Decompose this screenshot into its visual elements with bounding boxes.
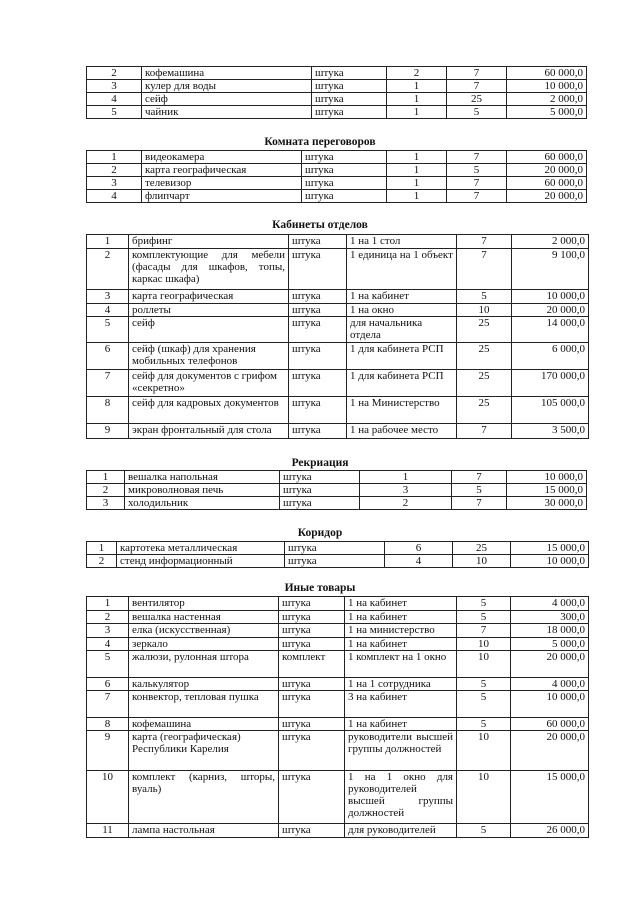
unit: штука [312, 80, 387, 93]
quantity: 1 [387, 106, 447, 119]
quantity: 1 для кабинета РСП [347, 370, 457, 397]
quantity: 1 для кабинета РСП [347, 343, 457, 370]
items-table-meeting-room [86, 150, 587, 203]
row-number: 4 [87, 304, 129, 317]
unit: штука [289, 304, 347, 317]
service-life: 7 [447, 190, 507, 203]
service-life: 25 [457, 397, 512, 424]
item-name: брифинг [129, 235, 289, 249]
service-life: 5 [457, 678, 511, 691]
items-table-department-offices [86, 234, 589, 439]
table-row [87, 164, 587, 177]
section-title-department-offices: Кабинеты отделов [272, 219, 368, 231]
item-name: комплект (карниз, шторы, вуаль) [129, 771, 279, 824]
item-name: вешалка напольная [125, 471, 280, 484]
price: 4 000,0 [511, 678, 589, 691]
service-life: 10 [457, 731, 511, 771]
unit: штука [279, 597, 345, 611]
table-row [87, 542, 589, 555]
unit: штука [279, 731, 345, 771]
table-row [87, 691, 589, 718]
row-number: 8 [87, 397, 129, 424]
quantity: 3 [360, 484, 452, 497]
table-row [87, 304, 589, 317]
item-name: зеркало [129, 638, 279, 651]
items-table-continuation [86, 66, 587, 119]
quantity: 1 на кабинет [345, 597, 457, 611]
row-number: 2 [87, 484, 125, 497]
unit: штука [280, 471, 360, 484]
service-life: 10 [457, 638, 511, 651]
unit: штука [279, 624, 345, 638]
quantity: 1 на рабочее место [347, 424, 457, 439]
quantity: 1 единица на 1 объект [347, 249, 457, 290]
item-name: кофемашина [142, 67, 312, 80]
table-row [87, 638, 589, 651]
quantity: 1 комплект на 1 окно [345, 651, 457, 678]
price: 20 000,0 [507, 164, 587, 177]
section-title-meeting-room: Комната переговоров [264, 136, 376, 148]
unit: штука [279, 611, 345, 624]
item-name: карта (географическая) Республики Карелия [129, 731, 279, 771]
unit: комплект [279, 651, 345, 678]
price: 60 000,0 [507, 67, 587, 80]
unit: штука [279, 771, 345, 824]
unit: штука [280, 497, 360, 510]
items-table-corridor [86, 541, 589, 568]
service-life: 25 [447, 93, 507, 106]
row-number: 3 [87, 290, 129, 304]
quantity: 1 [387, 80, 447, 93]
quantity: 1 [360, 471, 452, 484]
table-row [87, 424, 589, 439]
price: 300,0 [511, 611, 589, 624]
table-row [87, 106, 587, 119]
quantity: 1 [387, 151, 447, 164]
quantity: 1 [387, 93, 447, 106]
unit: штука [289, 397, 347, 424]
unit: штука [285, 542, 385, 555]
price: 20 000,0 [511, 731, 589, 771]
item-name: роллеты [129, 304, 289, 317]
table-row [87, 624, 589, 638]
service-life: 7 [447, 80, 507, 93]
price: 2 000,0 [507, 93, 587, 106]
item-name: комплектующие для мебели (фасады для шкафов, топы, каркас шкафа) [129, 249, 289, 290]
service-life: 5 [447, 164, 507, 177]
table-row [87, 343, 589, 370]
price: 10 000,0 [511, 555, 589, 568]
unit: штука [289, 424, 347, 439]
price: 15 000,0 [507, 484, 587, 497]
table-row [87, 80, 587, 93]
quantity: 4 [385, 555, 453, 568]
unit: штука [302, 164, 387, 177]
table-row [87, 249, 589, 290]
table-row [87, 471, 587, 484]
unit: штука [289, 249, 347, 290]
service-life: 25 [457, 317, 512, 343]
price: 20 000,0 [511, 651, 589, 678]
unit: штука [289, 235, 347, 249]
item-name: сейф [129, 317, 289, 343]
table-row [87, 555, 589, 568]
unit: штука [280, 484, 360, 497]
quantity: 1 на кабинет [347, 290, 457, 304]
item-name: конвектор, тепловая пушка [129, 691, 279, 718]
table-row [87, 177, 587, 190]
unit: штука [312, 106, 387, 119]
table-row [87, 484, 587, 497]
price: 18 000,0 [511, 624, 589, 638]
item-name: вешалка настенная [129, 611, 279, 624]
item-name: стенд информационный [117, 555, 285, 568]
service-life: 7 [447, 151, 507, 164]
item-name: холодильник [125, 497, 280, 510]
service-life: 7 [452, 471, 507, 484]
service-life: 5 [452, 484, 507, 497]
row-number: 4 [87, 190, 142, 203]
unit: штука [285, 555, 385, 568]
price: 15 000,0 [511, 771, 589, 824]
section-title-other-goods: Иные товары [284, 582, 356, 594]
price: 6 000,0 [512, 343, 589, 370]
row-number: 7 [87, 691, 129, 718]
row-number: 1 [87, 542, 117, 555]
table-row [87, 317, 589, 343]
quantity: 1 [387, 164, 447, 177]
price: 5 000,0 [511, 638, 589, 651]
table-row [87, 67, 587, 80]
row-number: 9 [87, 424, 129, 439]
quantity: 6 [385, 542, 453, 555]
service-life: 5 [457, 290, 512, 304]
table-row [87, 397, 589, 424]
service-life: 5 [457, 597, 511, 611]
price: 15 000,0 [511, 542, 589, 555]
price: 10 000,0 [511, 691, 589, 718]
price: 10 000,0 [507, 471, 587, 484]
service-life: 7 [452, 497, 507, 510]
row-number: 2 [87, 555, 117, 568]
row-number: 1 [87, 471, 125, 484]
row-number: 3 [87, 80, 142, 93]
table-row [87, 718, 589, 731]
section-title-corridor: Коридор [297, 527, 343, 539]
row-number: 9 [87, 731, 129, 771]
item-name: сейф для документов с грифом «секретно» [129, 370, 289, 397]
quantity: 1 на кабинет [345, 611, 457, 624]
price: 60 000,0 [507, 151, 587, 164]
service-life: 25 [453, 542, 511, 555]
price: 60 000,0 [511, 718, 589, 731]
service-life: 5 [457, 718, 511, 731]
quantity: 1 на 1 окно для руководителей высшей группы должностей [345, 771, 457, 824]
row-number: 6 [87, 343, 129, 370]
unit: штука [279, 824, 345, 838]
unit: штука [289, 343, 347, 370]
price: 10 000,0 [512, 290, 589, 304]
table-row [87, 235, 589, 249]
quantity: для руководителей [345, 824, 457, 838]
price: 2 000,0 [512, 235, 589, 249]
item-name: сейф [142, 93, 312, 106]
item-name: видеокамера [142, 151, 302, 164]
row-number: 5 [87, 106, 142, 119]
table-row [87, 93, 587, 106]
row-number: 1 [87, 151, 142, 164]
table-row [87, 731, 589, 771]
item-name: экран фронтальный для стола [129, 424, 289, 439]
price: 30 000,0 [507, 497, 587, 510]
price: 170 000,0 [512, 370, 589, 397]
unit: штука [279, 718, 345, 731]
row-number: 2 [87, 249, 129, 290]
service-life: 7 [457, 424, 512, 439]
quantity: 2 [360, 497, 452, 510]
row-number: 5 [87, 651, 129, 678]
table-row [87, 290, 589, 304]
unit: штука [289, 290, 347, 304]
row-number: 4 [87, 638, 129, 651]
section-title-recreation: Рекриация [291, 457, 349, 469]
table-row [87, 824, 589, 838]
quantity: 1 [387, 177, 447, 190]
quantity: 1 [387, 190, 447, 203]
row-number: 3 [87, 497, 125, 510]
row-number: 2 [87, 67, 142, 80]
quantity: 1 на министерство [345, 624, 457, 638]
row-number: 2 [87, 611, 129, 624]
table-row [87, 771, 589, 824]
item-name: лампа настольная [129, 824, 279, 838]
item-name: сейф (шкаф) для хранения мобильных телефонов [129, 343, 289, 370]
row-number: 3 [87, 177, 142, 190]
unit: штука [312, 67, 387, 80]
quantity: 1 на 1 сотрудника [345, 678, 457, 691]
service-life: 5 [457, 824, 511, 838]
item-name: жалюзи, рулонная штора [129, 651, 279, 678]
row-number: 6 [87, 678, 129, 691]
price: 26 000,0 [511, 824, 589, 838]
quantity: 1 на кабинет [345, 638, 457, 651]
unit: штука [279, 638, 345, 651]
service-life: 7 [457, 249, 512, 290]
items-table-other-goods [86, 596, 589, 838]
unit: штука [302, 190, 387, 203]
service-life: 5 [457, 691, 511, 718]
unit: штука [312, 93, 387, 106]
price: 3 500,0 [512, 424, 589, 439]
table-row [87, 611, 589, 624]
item-name: елка (искусственная) [129, 624, 279, 638]
price: 5 000,0 [507, 106, 587, 119]
quantity: 1 на Министерство [347, 397, 457, 424]
unit: штука [279, 678, 345, 691]
item-name: карта географическая [129, 290, 289, 304]
row-number: 8 [87, 718, 129, 731]
service-life: 10 [453, 555, 511, 568]
service-life: 25 [457, 370, 512, 397]
item-name: микроволновая печь [125, 484, 280, 497]
table-row [87, 497, 587, 510]
price: 9 100,0 [512, 249, 589, 290]
item-name: телевизор [142, 177, 302, 190]
service-life: 5 [447, 106, 507, 119]
table-row [87, 651, 589, 678]
unit: штука [302, 177, 387, 190]
quantity: 1 на 1 стол [347, 235, 457, 249]
service-life: 10 [457, 304, 512, 317]
item-name: кофемашина [129, 718, 279, 731]
quantity: 3 на кабинет [345, 691, 457, 718]
price: 10 000,0 [507, 80, 587, 93]
item-name: флипчарт [142, 190, 302, 203]
item-name: чайник [142, 106, 312, 119]
price: 4 000,0 [511, 597, 589, 611]
table-row [87, 151, 587, 164]
unit: штука [302, 151, 387, 164]
quantity: 1 на окно [347, 304, 457, 317]
quantity: 2 [387, 67, 447, 80]
item-name: калькулятор [129, 678, 279, 691]
item-name: карта географическая [142, 164, 302, 177]
table-row [87, 678, 589, 691]
service-life: 7 [457, 624, 511, 638]
service-life: 7 [457, 235, 512, 249]
table-row [87, 597, 589, 611]
quantity: 1 на кабинет [345, 718, 457, 731]
service-life: 25 [457, 343, 512, 370]
row-number: 11 [87, 824, 129, 838]
table-row [87, 190, 587, 203]
price: 20 000,0 [512, 304, 589, 317]
price: 60 000,0 [507, 177, 587, 190]
unit: штука [289, 317, 347, 343]
price: 14 000,0 [512, 317, 589, 343]
row-number: 5 [87, 317, 129, 343]
service-life: 10 [457, 771, 511, 824]
item-name: кулер для воды [142, 80, 312, 93]
row-number: 7 [87, 370, 129, 397]
price: 20 000,0 [507, 190, 587, 203]
row-number: 2 [87, 164, 142, 177]
row-number: 4 [87, 93, 142, 106]
quantity: для начальника отдела [347, 317, 457, 343]
item-name: картотека металлическая [117, 542, 285, 555]
service-life: 5 [457, 611, 511, 624]
table-row [87, 370, 589, 397]
unit: штука [289, 370, 347, 397]
item-name: вентилятор [129, 597, 279, 611]
service-life: 7 [447, 67, 507, 80]
quantity: руководители высшей группы должностей [345, 731, 457, 771]
row-number: 1 [87, 235, 129, 249]
service-life: 7 [447, 177, 507, 190]
row-number: 1 [87, 597, 129, 611]
unit: штука [279, 691, 345, 718]
item-name: сейф для кадровых документов [129, 397, 289, 424]
price: 105 000,0 [512, 397, 589, 424]
row-number: 3 [87, 624, 129, 638]
items-table-recreation [86, 470, 587, 510]
service-life: 10 [457, 651, 511, 678]
row-number: 10 [87, 771, 129, 824]
